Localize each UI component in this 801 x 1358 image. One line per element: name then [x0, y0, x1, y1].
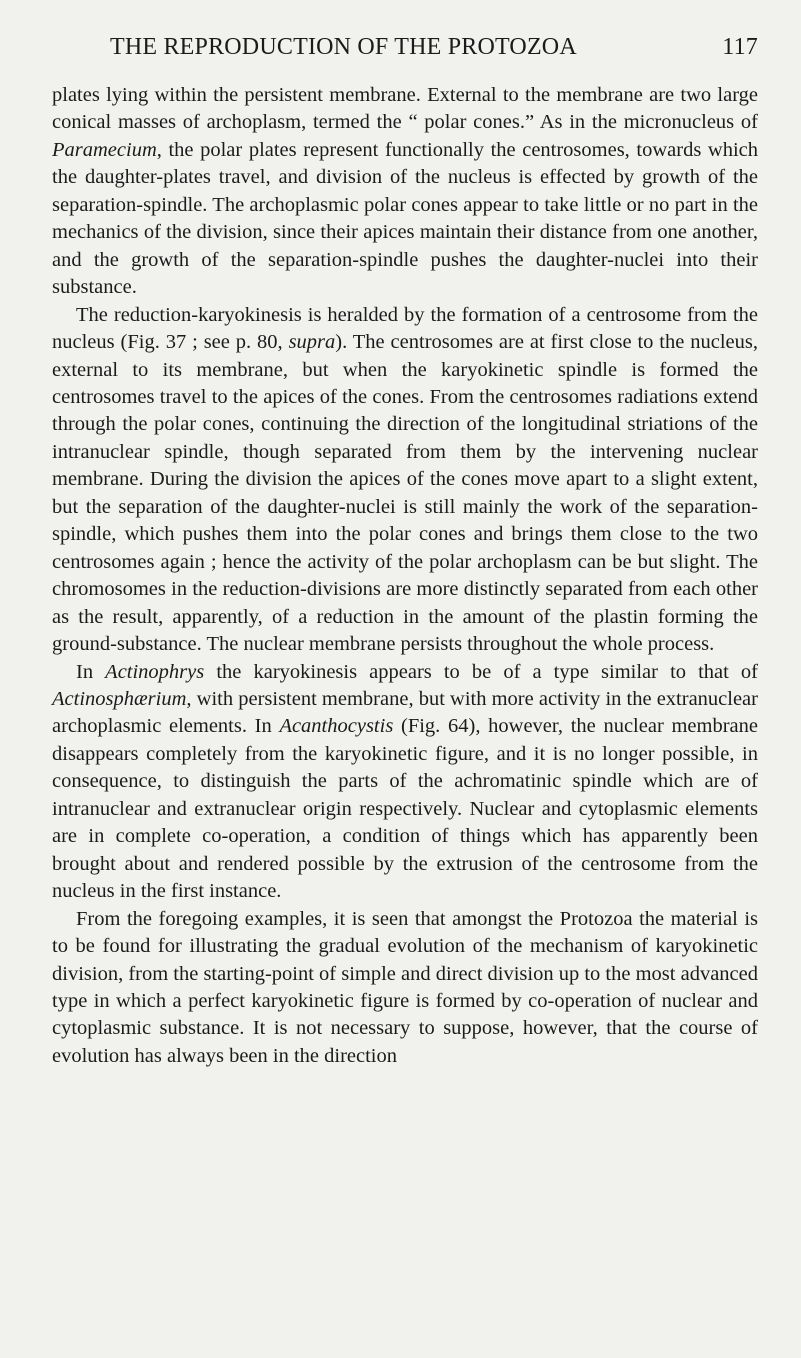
- running-title: THE REPRODUCTION OF THE PROTOZOA: [110, 34, 577, 60]
- paragraph-4: [52, 906, 758, 1071]
- paragraph-1: [52, 82, 758, 302]
- italic-term: Acanthocystis: [279, 715, 394, 738]
- text-span: , with persistent membrane, but with more activity in the extranuclear archoplasmic elements. In: [52, 687, 758, 738]
- paragraph-2: [52, 302, 758, 659]
- text-span: , the polar plates represent functionally the centrosomes, towards which the daughter-plates travel, and division of the nucleus is effected by growth of the separation-spindle. The archoplasmic polar cones appear to take little or no part in the mechanics of the division, since their apices maintain their distance from one another, and the growth of the separation-spindle pushes the daughter-nuclei into their substance.: [52, 138, 758, 299]
- text-span: From the foregoing examples, it is seen that amongst the Protozoa the material is to be found for illustrating the gradual evolution of the mechanism of karyokinetic division, from the starting-point of simple and direct division up to the most advanced type in which a perfect karyokinetic figure is formed by co-operation of nuclear and cytoplasmic substance. It is not necessary to suppose, however, that the course of evolution has always been in the direction: [52, 907, 758, 1067]
- text-span: The reduction-karyokinesis is heralded by the formation of a centrosome from the nucleus (Fig. 37 ; see p. 80,: [52, 303, 758, 354]
- italic-term: Actinophrys: [105, 660, 205, 683]
- italic-term: Paramecium: [52, 138, 157, 161]
- running-header: [52, 34, 758, 70]
- body-text: [52, 82, 758, 1070]
- text-span: (Fig. 64), however, the nuclear membrane disappears completely from the karyokinetic figure, and it is no longer possible, in consequence, to distinguish the parts of the achromatinic spindle which are of intranuclear and extranuclear origin respectively. Nuclear and cytoplasmic elements are in complete co-operation, a condition of things which has apparently been brought about and rendered possible by the extrusion of the centrosome from the nucleus in the first instance.: [52, 715, 758, 903]
- text-span: ). The centrosomes are at first close to the nucleus, external to its membrane, but when the karyokinetic spindle is formed the centrosomes travel to the apices of the cones. From the centrosomes radiations extend through the polar cones, continuing the direction of the longitudinal striations of the intranuclear spindle, though separated from them by the intervening nuclear membrane. During the division the apices of the cones move apart to a slight extent, but the separation of the daughter-nuclei is still mainly the work of the separation-spindle, which pushes them into the polar cones and brings them close to the two centrosomes again ; hence the activity of the polar archoplasm can be but slight. The chromosomes in the reduction-divisions are more distinctly separated from each other as the result, apparently, of a reduction in the amount of the plastin forming the ground-substance. The nuclear membrane persists throughout the whole process.: [52, 331, 758, 656]
- paragraph-3: [52, 659, 758, 906]
- text-span: plates lying within the persistent membrane. External to the membrane are two large conical masses of archoplasm, termed the “ polar cones.” As in the micronucleus of: [52, 84, 758, 134]
- book-page: [52, 34, 758, 1070]
- italic-term: supra: [288, 331, 336, 354]
- page-number: 117: [722, 34, 758, 60]
- text-span: the karyokinesis appears to be of a type similar to that of: [204, 660, 759, 683]
- text-span: In: [76, 660, 106, 683]
- italic-term: Actinosphærium: [52, 687, 187, 710]
